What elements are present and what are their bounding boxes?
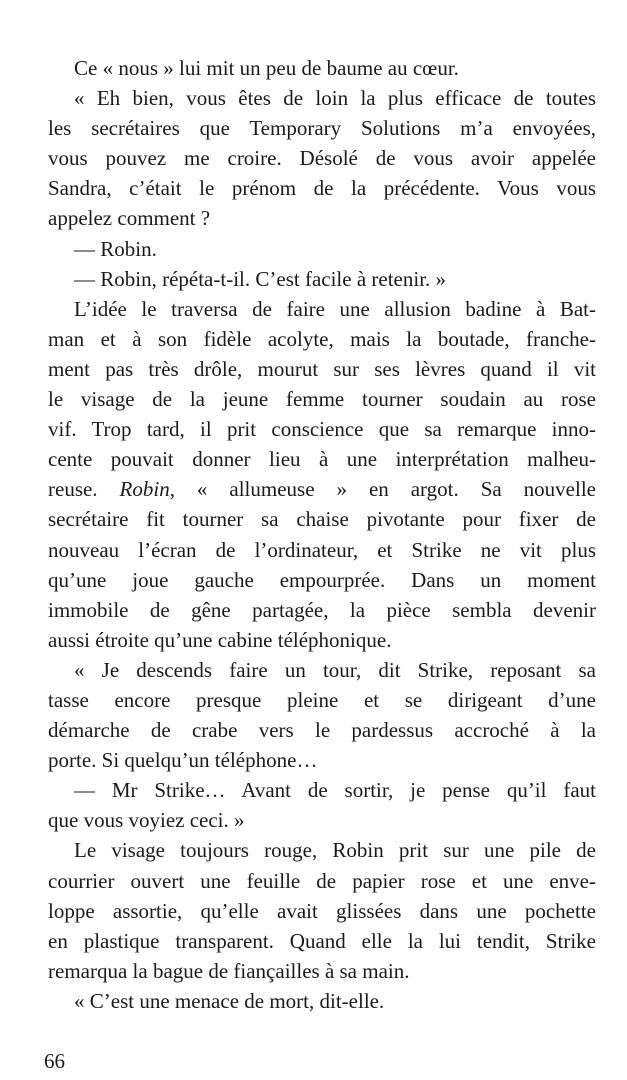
text-line: immobile de gêne partagée, la pièce sembla devenir (48, 597, 596, 622)
text-line: appelez comment ? (48, 206, 211, 231)
body-text (48, 53, 596, 1016)
text-line: démarche de crabe vers le pardessus accroché à la (48, 718, 596, 743)
text-line: Ce « nous » lui mit un peu de baume au cœur. (74, 56, 459, 80)
text-line: remarqua la bague de fiançailles à sa main. (48, 958, 410, 983)
text-line: « Je descends faire un tour, dit Strike, reposant sa (74, 657, 596, 682)
text-line: tasse encore presque pleine et se dirigeant d’une (48, 687, 596, 712)
text-line: en plastique transparent. Quand elle la lui tendit, Strike (48, 928, 596, 953)
text-line: courrier ouvert une feuille de papier rose et une enve- (48, 868, 596, 893)
text-line: le visage de la jeune femme tourner soudain au rose (48, 387, 596, 412)
text-line: les secrétaires que Temporary Solutions m’a envoyées, (48, 116, 596, 141)
text-line: ment pas très drôle, mourut sur ses lèvres quand il vit (48, 356, 596, 381)
text-line: man et à son fidèle acolyte, mais la boutade, franche- (48, 326, 596, 351)
text-line: qu’une joue gauche empourprée. Dans un moment (48, 567, 596, 592)
text-line: cente pouvait donner lieu à une interprétation malheu- (48, 447, 596, 472)
text-line: Sandra, c’était le prénom de la précédente. Vous vous (48, 176, 596, 201)
text-line: « C’est une menace de mort, dit-elle. (74, 988, 385, 1013)
text-line: L’idée le traversa de faire une allusion badine à Bat- (74, 296, 596, 321)
text-line (48, 474, 596, 504)
page-number: 66 (44, 1049, 65, 1073)
text-line: secrétaire fit tourner sa chaise pivotante pour fixer de (48, 507, 596, 532)
text-line: « Eh bien, vous êtes de loin la plus efficace de toutes (74, 86, 596, 111)
text-segment: « allumeuse » en argot. Sa nouvelle (174, 477, 596, 502)
text-line: aussi étroite qu’une cabine téléphonique. (48, 627, 392, 652)
text-line: que vous voyiez ceci. » (48, 808, 245, 833)
italic-text-segment: Robin, (119, 477, 175, 502)
text-line: loppe assortie, qu’elle avait glissées dans une pochette (48, 898, 596, 923)
text-line: vif. Trop tard, il prit conscience que sa remarque inno- (48, 417, 596, 442)
text-line: vous pouvez me croire. Désolé de vous avoir appelée (48, 146, 596, 171)
text-line: nouveau l’écran de l’ordinateur, et Strike ne vit plus (48, 537, 596, 562)
text-line: porte. Si quelqu’un téléphone… (48, 748, 318, 773)
text-line: — Robin, répéta-t-il. C’est facile à retenir. » (74, 266, 447, 291)
text-segment: reuse. (48, 477, 120, 502)
text-line: — Robin. (74, 236, 157, 261)
text-line: Le visage toujours rouge, Robin prit sur une pile de (74, 838, 596, 863)
text-line: — Mr Strike… Avant de sortir, je pense qu’il faut (74, 778, 596, 803)
